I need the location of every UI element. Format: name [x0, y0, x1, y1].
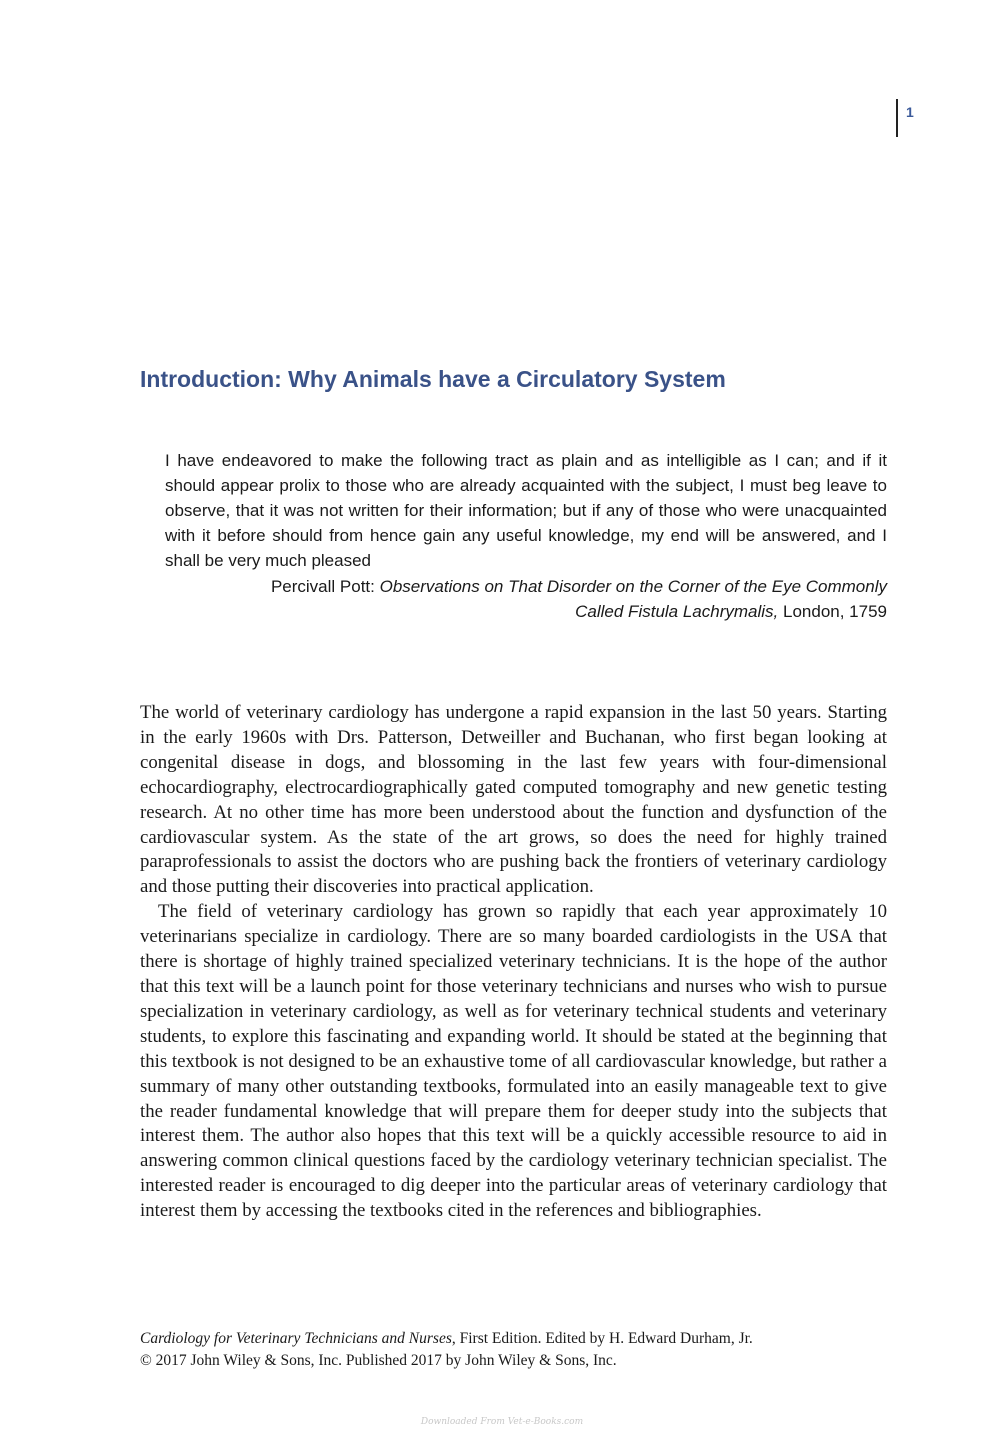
edition-editor: , First Edition. Edited by H. Edward Durham, Jr. — [451, 1330, 753, 1347]
copyright-line: © 2017 John Wiley & Sons, Inc. Published 2017 by John Wiley & Sons, Inc. — [140, 1352, 617, 1369]
download-watermark: Downloaded From Vet-e-Books.com — [420, 1417, 584, 1427]
book-title: Cardiology for Veterinary Technicians and Nurses — [140, 1330, 452, 1347]
body-text — [140, 701, 887, 1224]
footer-line-1 — [140, 1328, 900, 1350]
chapter-title: Introduction: Why Animals have a Circulatory System — [140, 366, 726, 392]
attribution-work-title-part1: Observations on That Disorder on the Corner of the Eye Commonly — [379, 577, 887, 596]
attribution-work-title-part2: Called Fistula Lachrymalis, — [575, 602, 779, 621]
attribution-line-1 — [165, 574, 887, 599]
page-number — [896, 99, 914, 137]
copyright-notice — [140, 1328, 900, 1372]
body-paragraph-2: The field of veterinary cardiology has grown so rapidly that each year approximately 10 veterinarians specialize in cardiology. There are so many boarded cardiologists in the USA that there is shortage of highly trained specialized veterinary technicians. It is the hope of the author that this text will be a launch point for those veterinary technicians and nurses who wish to pursue specialization in veterinary cardiology, as well as for veterinary technical students and veterinary students, to explore this fascinating and expanding world. It should be stated at the beginning that this textbook is not designed to be an exhaustive tome of all cardiovascular knowledge, but rather a summary of many other outstanding textbooks, formulated into an easily manageable text to give the reader fundamental knowledge that will prepare them for deeper study into the subjects that interest them. The author also hopes that this text will be a quickly accessible resource to aid in answering common clinical questions faced by the cardiology veterinary technician specialist. The interested reader is encouraged to dig deeper into the particular areas of veterinary cardiology that interest them by accessing the textbooks cited in the references and bibliographies. — [140, 901, 887, 1222]
page-number-text: 1 — [906, 104, 914, 120]
epigraph-attribution — [165, 574, 887, 624]
body-paragraph-1: The world of veterinary cardiology has undergone a rapid expansion in the last 50 years. Starting in the early 1960s with Drs. Patterson, Detweiller and Buchanan, who first began looking at congenital disease in dogs, and blossoming in the last few years with four-dimensional echocardiography, electrocardiographically gated computed tomography and new genetic testing research. At no other time has more been understood about the function and dysfunction of the cardiovascular system. As the state of the art grows, so does the need for highly trained paraprofessionals to assist the doctors who are pushing back the frontiers of veterinary cardiology and those putting their discoveries into practical application. — [140, 702, 887, 898]
epigraph-quote: I have endeavored to make the following tract as plain and as intelligible as I can; and if it should appear prolix to those who are already acquainted with the subject, I must beg leave to observe, that it was not written for their information; but if any of those who were unacquainted with it before should from hence gain any useful knowledge, my end will be answered, and I shall be very much pleased — [165, 451, 887, 570]
attribution-author: Percivall Pott: — [270, 577, 380, 596]
attribution-place-year: London, 1759 — [778, 602, 887, 621]
attribution-line-2 — [165, 599, 887, 624]
